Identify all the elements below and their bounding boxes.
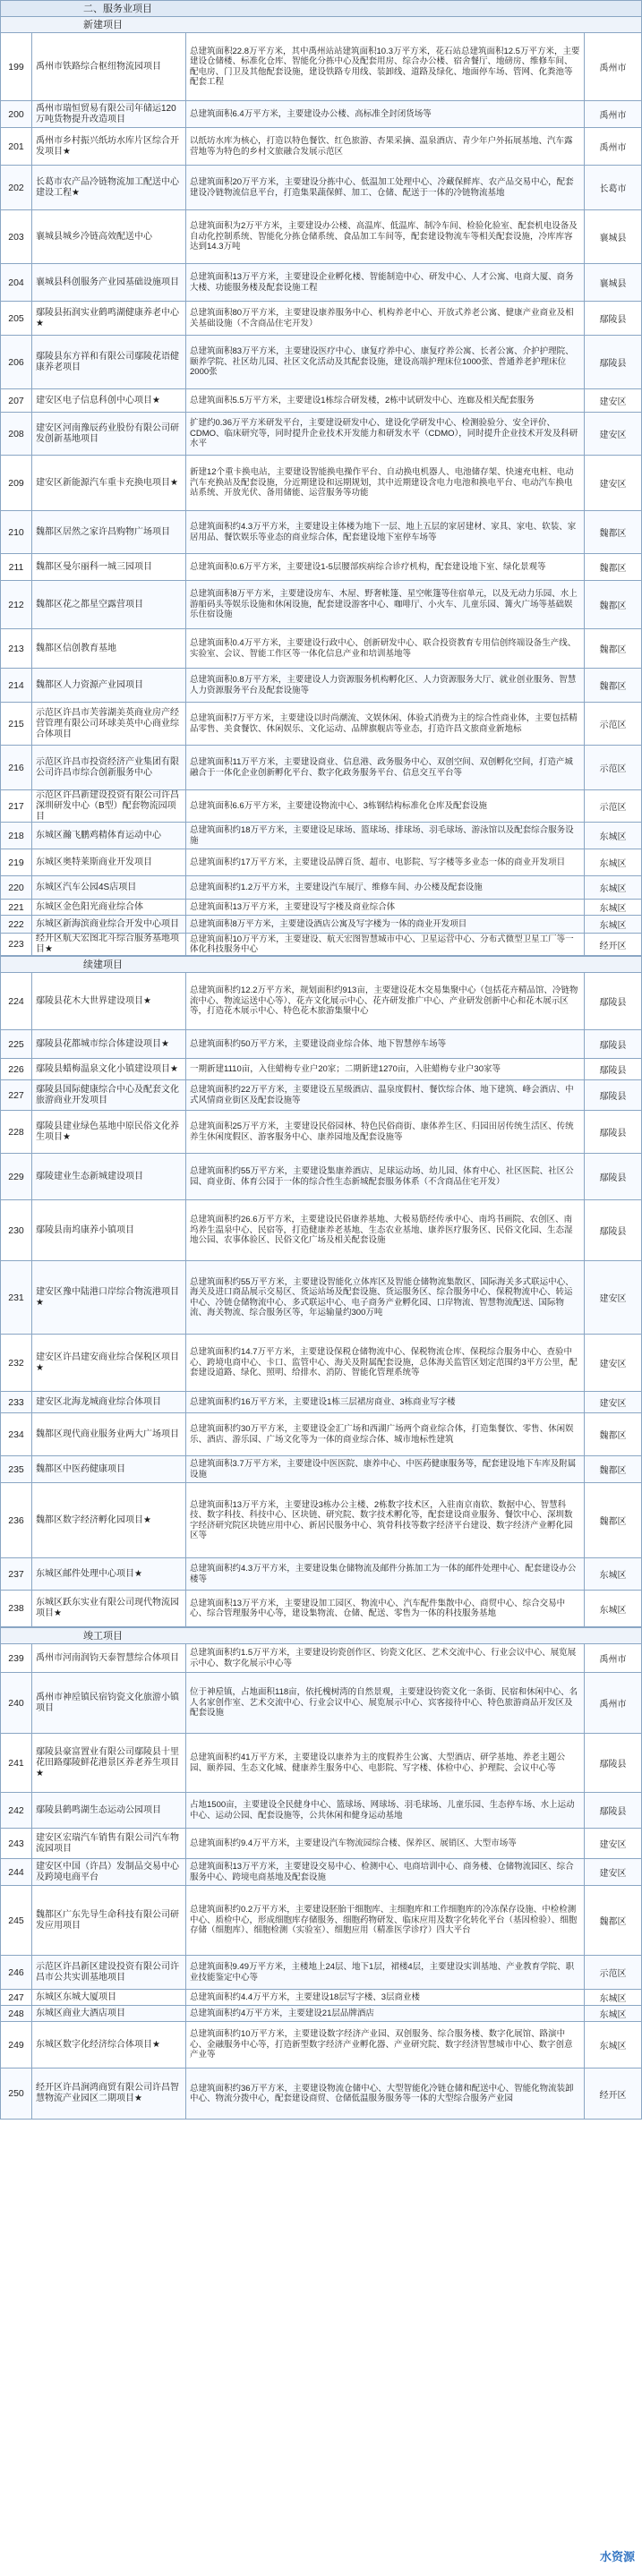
table-row	[0, 1989, 642, 2005]
project-area: 禹州市	[599, 1700, 627, 1710]
project-description: 总建筑面积约36万平方米，主要建设物流仓储中心、大型智能化冷链仓储和配送中心、智能化物流装卸中心、物流分拨中心，配套建设商贸、仓储低温服务服务等一体的大型综合服务产业园	[186, 2068, 585, 2119]
project-area: 示范区	[599, 803, 627, 813]
project-name: 建安区宏瑞汽车销售有限公司汽车物流园项目	[32, 1829, 186, 1858]
row-number: 237	[1, 1558, 32, 1590]
project-name: 禹州市瑞恒贸易有限公司年储运120万吨货物提升改造项目	[32, 101, 186, 127]
project-description: 总建筑面积10万平方米，主要建设、航天宏图智慧城市中心、卫星运营中心、分布式微型卫星工厂等一体化科技服务中心	[186, 934, 585, 955]
table-row	[0, 668, 642, 702]
project-name: 鄢陵县鹤鸣湖生态运动公园项目	[32, 1793, 186, 1828]
project-description: 总建筑面积约0.2万平方米，主要建设胚胎干细胞库、主细胞库和工作细胞库的冷冻保存设施、中检检测中心、质检中心，形成细胞库存储服务、细胞药物研发、临床应用及数字化转化平台（基因检验）、细胞存储（细胞库）、细胞检测（实验室）、细胞应用（精准医学诊疗）四大平台	[186, 1886, 585, 1955]
project-area: 建安区	[599, 1399, 627, 1409]
project-area: 建安区	[599, 1869, 627, 1879]
project-name: 东城区商业大酒店项目	[32, 2006, 186, 2021]
table-row	[0, 745, 642, 789]
project-description: 以纸坊水库为核心，打造以特色餐饮、红色旅游、杏果采摘、温泉酒店、青少年户外拓展基地、汽车露营地等为特色的乡村文旅融合发展示范区	[186, 128, 585, 165]
table-row	[0, 822, 642, 849]
row-number: 211	[1, 554, 32, 580]
project-area: 鄢陵县	[599, 1173, 627, 1183]
project-description: 总建筑面积13万平方米，主要建设交易中心、检测中心、电商培训中心、商务楼、仓储物流园区、综合服务中心、跨境电商基地及配套设施	[186, 1859, 585, 1885]
row-number: 239	[1, 1644, 32, 1672]
project-area: 经开区	[599, 2090, 627, 2101]
project-area: 魏都区	[599, 682, 627, 692]
project-name: 东城区数字化经济综合体项目★	[32, 2022, 186, 2068]
table-row	[0, 263, 642, 301]
row-number: 228	[1, 1111, 32, 1153]
row-number: 214	[1, 669, 32, 702]
row-number: 210	[1, 511, 32, 553]
table-row	[0, 1029, 642, 1058]
project-name: 东城区新海滨商业综合开发中心项目	[32, 916, 186, 933]
project-description: 总建筑面积83万平方米，主要建设医疗中心、康复疗养中心、康复疗养公寓、长者公寓、介护护理院、颐养学院、社区幼儿园、社区文化活动及其配套设施，建设高端护理床位1000张、普通养老护理床位2000张	[186, 336, 585, 388]
table-row	[0, 1199, 642, 1260]
table-row	[0, 875, 642, 899]
table-row	[0, 1482, 642, 1557]
table-row	[0, 1792, 642, 1828]
project-description: 总建筑面积20万平方米，主要建设分拣中心、低温加工处理中心、冷藏保鲜库、农产品交易中心，配套建设冷链物流信息平台，打造集果蔬保鲜、加工、仓储、配送于一体的冷链物流基地	[186, 166, 585, 209]
project-description: 总建筑面积约9.4万平方米，主要建设汽车物流园综合楼、保养区、展销区、大型市场等	[186, 1829, 585, 1858]
row-number: 199	[1, 33, 32, 100]
project-area: 魏都区	[599, 1517, 627, 1527]
row-number: 247	[1, 1990, 32, 2005]
table-row	[0, 2021, 642, 2068]
section-title: 二、服务业项目	[0, 0, 642, 16]
table-row	[0, 849, 642, 875]
project-name: 建安区许昌建安商业综合保税区项目★	[32, 1335, 186, 1391]
row-number: 250	[1, 2068, 32, 2119]
project-area: 东城区	[599, 2010, 627, 2020]
project-name: 建安区电子信息科创中心项目★	[32, 389, 186, 412]
project-description: 总建筑面积约26.6万平方米，主要建设民俗康养基地、大极易筋经传承中心、南坞书画院、农创区、南坞养生温泉中心、民宿等，打造健康养老基地、生态农业基地、康养医疗服务区、民俗文化园、生态湿地公园、农事体验区、民俗文化广场及相关配套设施	[186, 1200, 585, 1260]
table-row	[0, 32, 642, 100]
table-row	[0, 388, 642, 412]
project-name: 魏都区信创教育基地	[32, 629, 186, 668]
table-new	[0, 32, 642, 956]
project-name: 示范区许昌市芙蓉湖美英商业房产经营管理有限公司环球美英中心商业综合体项目	[32, 703, 186, 745]
project-area: 鄢陵县	[599, 1092, 627, 1102]
project-area: 东城区	[599, 1571, 627, 1581]
project-description: 总建筑面积8万平方米，主要建设房车、木屋、野奢帐篷、星空帐篷等住宿单元，以及无动力乐园、水上游船码头等娱乐设施和休闲设施，配套建设游客中心、咖啡厅、小火车、儿童乐园、篝火广场等基础娱乐住宿设施	[186, 581, 585, 628]
project-name: 建安区北海龙城商业综合体项目	[32, 1392, 186, 1412]
project-name: 鄢陵县花木大世界建设项目★	[32, 973, 186, 1029]
project-description: 总建筑面积13万平方米，主要建设加工园区、物流中心、汽车配件集散中心、商贸中心、综合交易中心、综合管理服务中心等，建设集物流、仓储、配送、零售为一体的科技服务基地	[186, 1591, 585, 1626]
project-area: 襄城县	[599, 279, 627, 289]
row-number: 229	[1, 1154, 32, 1199]
row-number: 220	[1, 876, 32, 899]
row-number: 200	[1, 101, 32, 127]
project-description: 总建筑面积约50万平方米，主要建设商业综合体、地下智慧停车场等	[186, 1030, 585, 1058]
project-name: 鄢陵县国际健康综合中心及配套文化旅游商业开发项目	[32, 1080, 186, 1110]
project-area: 示范区	[599, 1969, 627, 1979]
row-number: 215	[1, 703, 32, 745]
project-description: 总建筑面积0.4万平方米，主要建设行政中心、创新研发中心、联合投资教育专用信创终端设备生产线、实验室、会议、智能工作区等一体化信息产业和培训基地等	[186, 629, 585, 668]
project-description: 总建筑面积80万平方米，主要建设康养服务中心、机构养老中心、开放式养老公寓、健康产业商业及相关基础设施（不含商品住宅开发）	[186, 302, 585, 335]
table-row	[0, 899, 642, 915]
project-name: 长葛市农产品冷链物流加工配送中心建设工程★	[32, 166, 186, 209]
table-row	[0, 1672, 642, 1733]
row-number: 212	[1, 581, 32, 628]
project-area: 禹州市	[599, 1655, 627, 1665]
project-name: 建安区河南豫辰药业股份有限公司研发创新基地项目	[32, 413, 186, 455]
table-renew	[0, 972, 642, 1627]
project-area: 长葛市	[599, 184, 627, 194]
project-description: 总建筑面积约17万平方米，主要建设品牌百货、超市、电影院、写字楼等多业态一体的商业开发项目	[186, 849, 585, 875]
table-row	[0, 1455, 642, 1482]
row-number: 223	[1, 934, 32, 955]
project-description: 新建12个重卡换电站，主要建设智能换电操作平台、自动换电机器人、电池储存架、快速充电桩、电动汽车充换站及配套设施，分近期建设和远期规划，其中近期建设含电力电池和换电平台、电动汽车换电站系统、开放光伏、备用储能、运营服务等功能	[186, 456, 585, 510]
project-description: 总建筑面积0.6万平方米，主要建设1-5层腰部疾病综合诊疗机构，配套建设地下室、绿化景观等	[186, 554, 585, 580]
project-description: 总建筑面积6.6万平方米，主要建设物流中心、3栋钢结构标准化仓库及配套设施	[186, 790, 585, 822]
project-description: 总建筑面积约1.5万平方米，主要建设钧瓷创作区、钧瓷文化区、艺术交流中心、行业会议中心、展览展示中心、数字化展示中心等	[186, 1644, 585, 1672]
table-row	[0, 1885, 642, 1955]
project-area: 鄢陵县	[599, 1227, 627, 1237]
project-area: 魏都区	[599, 1917, 627, 1927]
row-number: 235	[1, 1456, 32, 1482]
row-number: 209	[1, 456, 32, 510]
table-row	[0, 127, 642, 165]
project-name: 禹州市神垕镇民宿钧瓷文化旅游小镇项目	[32, 1673, 186, 1733]
table-row	[0, 2005, 642, 2021]
project-description: 占地1500亩，主要建设全民健身中心、篮球场、网球场、羽毛球场、儿童乐园、生态停车场、水上运动中心、运动公园、配套设施等，公共休闲和健身运动基地	[186, 1793, 585, 1828]
project-description: 总建筑面积约4.3万平方米，主要建设主体楼为地下一层、地上五层的家居建材、家具、家电、软装、家居用品、餐饮娱乐等业态的商业综合体，配套建设地下室停车场等	[186, 511, 585, 553]
row-number: 245	[1, 1886, 32, 1955]
project-name: 魏都区中医药健康项目	[32, 1456, 186, 1482]
project-name: 鄢陵县南坞康养小镇项目	[32, 1200, 186, 1260]
project-area: 东城区	[599, 884, 627, 894]
project-area: 鄢陵县	[599, 1807, 627, 1817]
project-name: 鄢陵县拓润实业鹤鸣湖健康养老中心★	[32, 302, 186, 335]
row-number: 232	[1, 1335, 32, 1391]
project-description: 总建筑面积约55万平方米，主要建设智能化立体库区及智能仓储物流集散区、国际海关多式联运中心、海关及进口商品展示交易区、货运站场及配套设施、货运服务区、综合服务中心、保税物流中心、转运中心、冷链仓储物流中心、多式联运中心、电子商务产业孵化园、口岸物流、智慧物流配送、国际物流、海关物流、综合服务区等，年运输量约300万吨	[186, 1261, 585, 1334]
row-number: 202	[1, 166, 32, 209]
table-row	[0, 100, 642, 127]
project-description: 总建筑面积6.4万平方米，主要建设办公楼、高标准全封闭货场等	[186, 101, 585, 127]
row-number: 218	[1, 823, 32, 849]
project-area: 禹州市	[599, 143, 627, 153]
table-row	[0, 1058, 642, 1079]
project-area: 东城区	[599, 921, 627, 931]
project-name: 魏都区居然之家许昌购物广场项目	[32, 511, 186, 553]
project-description: 总建筑面积约55万平方米，主要建设集康养酒店、足球运动场、幼儿园、体育中心、社区医院、社区公园、商业街、体育公园于一体的综合性生态新城配套服务体系（不含商品住宅开发）	[186, 1154, 585, 1199]
row-number: 238	[1, 1591, 32, 1626]
project-description: 总建筑面积约14.7万平方米，主要建设保税仓储物流中心、保税物流仓库、保税综合服务中心、查验中心、跨境电商中心、卡口、监管中心、海关及附属配套设施，总体海关监管区划定范围约3平方公里，配套建设道路、绿化、照明、给排水、消防、智能化管理系统等	[186, 1335, 585, 1391]
row-number: 236	[1, 1483, 32, 1557]
project-description: 扩建约0.36万平方米研发平台，主要建设研发中心、建设化学研发中心、检测验验分、安全评价、CDMO、临床研究等，同时提升企业技术开发能力和研发水平（CDMO），同时提升企业技术开发及科研水平	[186, 413, 585, 455]
table-row	[0, 2068, 642, 2120]
row-number: 243	[1, 1829, 32, 1858]
project-area: 东城区	[599, 859, 627, 869]
project-name: 禹州市铁路综合枢纽物流园项目	[32, 33, 186, 100]
project-name: 鄢陵县豪富置业有限公司鄢陵县十里花田路鄢陵鲜花港景区养老养生项目★	[32, 1734, 186, 1792]
table-row	[0, 702, 642, 745]
project-area: 魏都区	[599, 645, 627, 655]
row-number: 242	[1, 1793, 32, 1828]
project-description: 总建筑面积约22万平方米，主要建设五星级酒店、温泉度假村、餐饮综合体、地下建筑、峰会酒店、中式风情商业街区及配套设施等	[186, 1080, 585, 1110]
table-row	[0, 412, 642, 455]
project-description: 总建筑面积约30万平方米，主要建设金汇广场和西湖广场两个商业综合体，打造集餐饮、零售、休闲娱乐、酒店、游乐园、广场文化等为一体的商业综合体、城市地标性建筑	[186, 1413, 585, 1455]
project-description: 总建筑面积约4.3万平方米，主要建设集仓储物流及邮件分拣加工为一体的邮件处理中心、配套建设办公楼等	[186, 1558, 585, 1590]
project-area: 建安区	[599, 480, 627, 490]
row-number: 201	[1, 128, 32, 165]
project-area: 襄城县	[599, 234, 627, 243]
project-description: 总建筑面积约12.2万平方米，规划面积约913亩，主要建设花木交易集聚中心（包括花卉精品馆、冷链物流中心、物流运送中心等）、花卉文化展示中心、花卉研发推广中心、产业研发创新中心和花木展示区等，打造花木展示中心、特色花木旅游集聚中心	[186, 973, 585, 1029]
table-row	[0, 1557, 642, 1590]
project-name: 东城区瀚飞鹏鸡精体育运动中心	[32, 823, 186, 849]
project-name: 鄢陵建业生态新城建设项目	[32, 1154, 186, 1199]
project-area: 东城区	[599, 1994, 627, 2004]
row-number: 221	[1, 900, 32, 915]
project-name: 东城区奥特莱斯商业开发项目	[32, 849, 186, 875]
table-row	[0, 933, 642, 956]
project-area: 东城区	[599, 904, 627, 914]
table-row	[0, 580, 642, 628]
group-renew: 续建项目	[0, 956, 642, 972]
project-name: 鄢陵县蜡梅温泉文化小镇建设项目★	[32, 1059, 186, 1079]
row-number: 230	[1, 1200, 32, 1260]
table-row	[0, 1643, 642, 1672]
project-name: 鄢陵县建业绿色基地中原民俗文化养生项目★	[32, 1111, 186, 1153]
table-row	[0, 1334, 642, 1391]
project-description: 总建筑面积25万平方米，主要建设民俗园林、特色民俗商街、康体养生区、归园田居传统生活区、传统养生休闲度假区、游客服务中心、康养园地及配套设施等	[186, 1111, 585, 1153]
project-area: 建安区	[599, 1294, 627, 1304]
row-number: 205	[1, 302, 32, 335]
table-row	[0, 1153, 642, 1199]
project-area: 魏都区	[599, 1431, 627, 1441]
project-description: 总建筑面积约4万平方米，主要建设21层品牌酒店	[186, 2006, 585, 2021]
row-number: 233	[1, 1392, 32, 1412]
project-name: 禹州市河南润钧天泰智慧综合体项目	[32, 1644, 186, 1672]
project-description: 总建筑面积0.8万平方米，主要建设人力资源服务机构孵化区、人力资源服务大厅、就业创业服务、智慧人力资源服务平台及配套设施等	[186, 669, 585, 702]
table-row	[0, 335, 642, 388]
row-number: 206	[1, 336, 32, 388]
project-name: 魏都区曼尔丽科一城三园项目	[32, 554, 186, 580]
row-number: 224	[1, 973, 32, 1029]
project-description: 总建筑面积11万平方米，主要建设商业、信息港、政务服务中心、双创空间、双创孵化空间，打造产城融合于一体化企业创新孵化平台、数字化政务服务平台、信息交互平台等	[186, 746, 585, 789]
table-done	[0, 1643, 642, 2120]
project-description: 总建筑面积约10万平方米，主要建设数字经济产业园、双创服务、综合服务楼、数字化展馆、路演中心、金融服务中心等，打造新型数字经济产业孵化器、产业研究院、数字经济智慧城市中心、数字创意产业等	[186, 2022, 585, 2068]
row-number: 207	[1, 389, 32, 412]
row-number: 213	[1, 629, 32, 668]
project-area: 鄢陵县	[599, 359, 627, 369]
project-name: 禹州市乡村振兴纸坊水库片区综合开发项目★	[32, 128, 186, 165]
table-row	[0, 628, 642, 668]
watermark-logo: 水资源	[599, 2550, 635, 2563]
row-number: 204	[1, 264, 32, 301]
project-description: 总建筑面积3.7万平方米，主要建设中医医院、康养中心、中医药健康服务等，配套建设地下车库及附属设施	[186, 1456, 585, 1482]
row-number: 222	[1, 916, 32, 933]
row-number: 241	[1, 1734, 32, 1792]
project-name: 东城区汽车公园4S店项目	[32, 876, 186, 899]
project-name: 鄢陵县东方祥和有限公司鄢陵花语健康养老项目	[32, 336, 186, 388]
table-row	[0, 1110, 642, 1153]
project-area: 建安区	[599, 1360, 627, 1369]
row-number: 249	[1, 2022, 32, 2068]
project-name: 魏都区人力资源产业园项目	[32, 669, 186, 702]
project-description: 总建筑面积22.8万平方米，其中禹州站站建筑面积10.3万平方米，花石站总建筑面积12.5万平方米，主要建设仓储楼、标准化仓库、智能化分拣中心及配套用房、综合办公楼、宿舍餐厅、地磅房、维修车间、配电房、门卫及其他配套设施，建设铁路专用线、装卸线、道路及绿化、地面停车场、管网、化粪池等配套工程	[186, 33, 585, 100]
table-row	[0, 789, 642, 822]
project-name: 东城区东城大厦项目	[32, 1990, 186, 2005]
row-number: 240	[1, 1673, 32, 1733]
table-row	[0, 553, 642, 580]
project-area: 示范区	[599, 764, 627, 774]
table-row	[0, 301, 642, 335]
table-row	[0, 1858, 642, 1885]
project-area: 经开区	[599, 941, 627, 951]
project-description: 总建筑面积8万平方米，主要建设酒店公寓及写字楼为一体的商业开发项目	[186, 916, 585, 933]
project-description: 总建筑面积为2万平方米，主要建设办公楼、高温库、低温库、制冷车间、检验化验室、配套机电设备及自动化控制系统、智能化分拣仓储系统、食品加工车间等，配套建设物流车等相关配套设施，冷库库容达到14.3万吨	[186, 210, 585, 263]
group-new: 新建项目	[0, 16, 642, 32]
row-number: 244	[1, 1859, 32, 1885]
table-row	[0, 1260, 642, 1334]
row-number: 219	[1, 849, 32, 875]
project-description: 总建筑面积13万平方米，主要建设企业孵化楼、智能制造中心、研发中心、人才公寓、电商大厦、商务大楼、功能服务楼及配套设施工程	[186, 264, 585, 301]
project-description: 位于神垕镇，占地面积118亩，依托槐树湾的自然景观，主要建设钧瓷文化一条街、民宿和休闲中心、名人名家创作室、艺术交流中心、行业会议中心、展览展示中心、宾客接待中心、特色旅游商品开发区及配套设施	[186, 1673, 585, 1733]
project-area: 魏都区	[599, 564, 627, 574]
row-number: 208	[1, 413, 32, 455]
project-name: 魏都区广东先导生命科技有限公司研发应用项目	[32, 1886, 186, 1955]
project-description: 总建筑面积13万平方米，主要建设写字楼及商业综合体	[186, 900, 585, 915]
table-row	[0, 455, 642, 510]
project-name: 经开区航天宏图北斗综合服务基地项目★	[32, 934, 186, 955]
row-number: 203	[1, 210, 32, 263]
project-area: 鄢陵县	[599, 1066, 627, 1076]
table-row	[0, 165, 642, 209]
project-name: 建安区豫中陆港口岸综合物流港项目★	[32, 1261, 186, 1334]
project-description: 总建筑面积约4.4万平方米，主要建设18层写字楼、3层商业楼	[186, 1990, 585, 2005]
row-number: 227	[1, 1080, 32, 1110]
project-name: 鄢陵县花都城市综合体建设项目★	[32, 1030, 186, 1058]
project-name: 示范区许昌新建设投资有限公司许昌深圳研发中心（B型）配套物流园项目	[32, 790, 186, 822]
project-area: 魏都区	[599, 601, 627, 611]
project-area: 建安区	[599, 431, 627, 440]
project-area: 东城区	[599, 832, 627, 842]
table-row	[0, 510, 642, 553]
table-row	[0, 972, 642, 1029]
project-area: 禹州市	[599, 64, 627, 73]
project-description: 总建筑面积5.5万平方米，主要建设1栋综合研发楼，2栋中试研发中心、连廊及相关配套服务	[186, 389, 585, 412]
project-area: 东城区	[599, 2042, 627, 2051]
project-name: 经开区许昌涧鸿商贸有限公司许昌智慧物流产业园区二期项目★	[32, 2068, 186, 2119]
project-description: 总建筑面积约18万平方米，主要建设足球场、篮球场、排球场、羽毛球场、游泳馆以及配套综合服务设施	[186, 823, 585, 849]
project-name: 魏都区花之都星空露营项目	[32, 581, 186, 628]
project-name: 东城区金色阳光商业综合体	[32, 900, 186, 915]
row-number: 217	[1, 790, 32, 822]
table-row	[0, 1733, 642, 1792]
project-description: 总建筑面积13万平方米，主要建设3栋办公主楼、2栋数字技术区，入驻南京南软、数据中心、智慧科技、数字科技、科技中心、区块链、研究院、数字技术孵化等，配套建设商业服务、餐饮中心、深圳数字经济研究院区块链应用中心、新居民服务中心、筑骨科技等数字经济平台建设、数字经济产业孵化园区等	[186, 1483, 585, 1557]
project-area: 鄢陵县	[599, 1041, 627, 1051]
table-row	[0, 1590, 642, 1627]
project-name: 东城区邮件处理中心项目★	[32, 1558, 186, 1590]
project-area: 魏都区	[599, 529, 627, 539]
row-number: 225	[1, 1030, 32, 1058]
project-description: 总建筑面积9.49万平方米，主楼地上24层、地下1层，裙楼4层，主要建设实训基地、产业教育学院、职业技能鉴定中心等	[186, 1956, 585, 1989]
table-row	[0, 1828, 642, 1858]
table-row	[0, 1412, 642, 1455]
project-name: 东城区跃东实业有限公司现代物流园项目★	[32, 1591, 186, 1626]
project-description: 总建筑面积约41万平方米，主要建设以康养为主的度假养生公寓、大型酒店、研学基地、养老主题公园、颐养园、生态文化城、健康养生服务中心、电影院、写字楼、体检中心、护理院、会议中心等	[186, 1734, 585, 1792]
project-name: 示范区许昌新区建设投资有限公司许昌市公共实训基地项目	[32, 1956, 186, 1989]
project-name: 魏都区现代商业服务业两大广场项目	[32, 1413, 186, 1455]
row-number: 231	[1, 1261, 32, 1334]
project-area: 鄢陵县	[599, 998, 627, 1008]
project-area: 魏都区	[599, 1466, 627, 1476]
project-description: 总建筑面积约16万平方米，主要建设1栋三层裙房商业、3栋商业写字楼	[186, 1392, 585, 1412]
project-description: 总建筑面积约1.2万平方米，主要建设汽车展厅、维修车间、办公楼及配套设施	[186, 876, 585, 899]
row-number: 234	[1, 1413, 32, 1455]
project-name: 示范区许昌市投资经济产业集团有限公司许昌市综合创新服务中心	[32, 746, 186, 789]
project-name: 建安区中国（许昌）发制品交易中心及跨境电商平台	[32, 1859, 186, 1885]
project-name: 魏都区数字经济孵化园项目★	[32, 1483, 186, 1557]
table-row	[0, 915, 642, 933]
project-area: 示范区	[599, 721, 627, 730]
row-number: 216	[1, 746, 32, 789]
project-area: 禹州市	[599, 111, 627, 121]
table-row	[0, 1955, 642, 1989]
project-name: 襄城县科创服务产业园基础设施项目	[32, 264, 186, 301]
row-number: 246	[1, 1956, 32, 1989]
project-area: 鄢陵县	[599, 1129, 627, 1139]
table-row	[0, 209, 642, 263]
table-row	[0, 1079, 642, 1110]
project-area: 东城区	[599, 1605, 627, 1616]
project-area: 鄢陵县	[599, 1760, 627, 1770]
group-done: 竣工项目	[0, 1627, 642, 1643]
project-area: 建安区	[599, 397, 627, 407]
project-description: 总建筑面积7万平方米，主要建设以时尚潮流、文娱休闲、体验式消费为主的综合性商业体，主要包括精品零售、美食餐饮、休闲娱乐、文化运动、品牌旗舰店等业态，打造许昌文旅商业新地标	[186, 703, 585, 745]
project-description: 一期新建1110亩，入住蜡梅专业户20家；二期新建1270亩，入驻蜡梅专业户30家等	[186, 1059, 585, 1079]
project-area: 建安区	[599, 1840, 627, 1850]
table-row	[0, 1391, 642, 1412]
row-number: 248	[1, 2006, 32, 2021]
project-area: 鄢陵县	[599, 315, 627, 325]
row-number: 226	[1, 1059, 32, 1079]
project-name: 襄城县城乡冷链高效配送中心	[32, 210, 186, 263]
project-name: 建安区新能源汽车重卡充换电项目★	[32, 456, 186, 510]
